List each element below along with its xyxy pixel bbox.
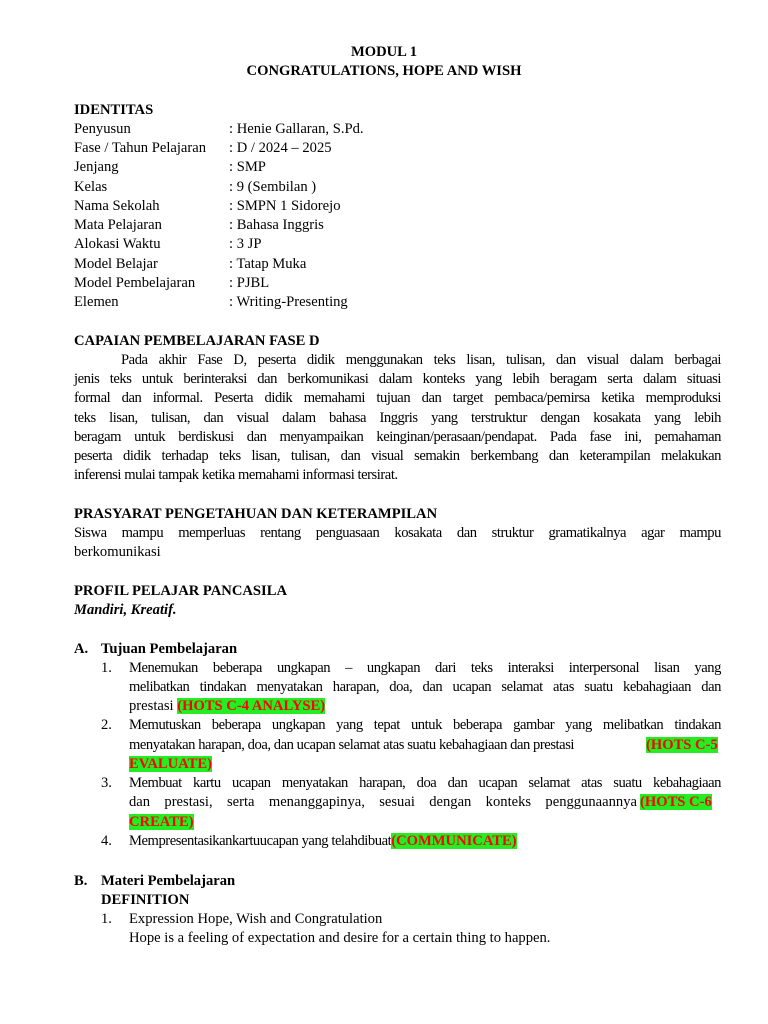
identitas-label: Jenjang xyxy=(74,159,119,175)
identitas-value: : Writing-Presenting xyxy=(229,294,348,310)
identitas-label: Model Pembelajaran xyxy=(74,275,196,291)
list-number: 4. xyxy=(101,833,112,849)
materi-heading: Materi Pembelajaran xyxy=(101,873,236,889)
tujuan-item-line: dan prestasi, serta menanggapinya, sesuai dengan konteks penggunaannya xyxy=(129,794,637,810)
tujuan-item-line: Membuat kartu ucapan menyatakan harapan, doa dan ucapan selamat atas suatu kebahagiaan xyxy=(129,775,721,791)
module-title: MODUL 1 xyxy=(350,44,418,60)
identitas-value: : D / 2024 – 2025 xyxy=(229,140,332,156)
tujuan-heading: Tujuan Pembelajaran xyxy=(101,641,238,657)
capaian-line: formal dan informal. Peserta didik memahami tujuan dan target pembaca/pemirsa ketika memproduksi xyxy=(74,390,721,406)
section-letter: B. xyxy=(74,873,88,889)
section-letter: A. xyxy=(74,641,89,657)
identitas-value: : 9 (Sembilan ) xyxy=(229,179,317,195)
hots-badge xyxy=(129,813,194,832)
module-subtitle: CONGRATULATIONS, HOPE AND WISH xyxy=(246,63,522,79)
capaian-heading: CAPAIAN PEMBELAJARAN FASE D xyxy=(74,333,320,349)
hots-badge-text: EVALUATE) xyxy=(129,756,212,772)
capaian-line: teks lisan, tulisan, dan visual dalam bahasa Inggris yang terstruktur dengan kosakata yang lebih xyxy=(74,410,721,426)
materi-subheading: DEFINITION xyxy=(101,892,190,908)
identitas-label: Model Belajar xyxy=(74,256,158,272)
identitas-value: : Bahasa Inggris xyxy=(229,217,324,233)
identitas-value: : SMP xyxy=(229,159,266,175)
capaian-line: peserta didik terhadap teks lisan, tulisan, dan visual semakin berkembang dan keterampilan melakukan xyxy=(74,448,721,464)
capaian-line: jenis teks untuk berinteraksi dan berkomunikasi dalam konteks yang lebih beragam serta dalam situasi xyxy=(74,371,721,387)
list-number: 3. xyxy=(101,775,112,791)
communicate-badge: (COMMUNICATE) xyxy=(391,833,517,849)
tujuan-item-line: Memutuskan beberapa ungkapan yang tepat untuk beberapa gambar yang melibatkan tindakan xyxy=(129,717,721,733)
prasyarat-line: Siswa mampu memperluas rentang penguasaan kosakata dan struktur gramatikalnya agar mampu xyxy=(74,525,721,541)
materi-item-text: Hope is a feeling of expectation and desire for a certain thing to happen. xyxy=(129,930,551,946)
hots-badge-text: (HOTS C-5 xyxy=(646,737,718,753)
identitas-label: Kelas xyxy=(74,179,108,195)
tujuan-item-text: prestasi xyxy=(129,698,178,714)
prasyarat-heading: PRASYARAT PENGETAHUAN DAN KETERAMPILAN xyxy=(74,506,438,522)
tujuan-item-line: Menemukan beberapa ungkapan – ungkapan dari teks interaksi interpersonal lisan yang xyxy=(129,660,721,676)
hots-badge xyxy=(640,793,712,812)
hots-badge-text: CREATE) xyxy=(129,814,194,830)
tujuan-item-line xyxy=(129,832,517,851)
identitas-label: Penyusun xyxy=(74,121,131,137)
identitas-label: Alokasi Waktu xyxy=(74,236,161,252)
tujuan-item-line: melibatkan tindakan menyatakan harapan, doa, dan ucapan selamat atas suatu kebahagiaan dan xyxy=(129,679,721,695)
identitas-value: : 3 JP xyxy=(229,236,262,252)
materi-item-title: Expression Hope, Wish and Congratulation xyxy=(129,911,383,927)
identitas-heading: IDENTITAS xyxy=(74,102,154,118)
tujuan-item-line: menyatakan harapan, doa, dan ucapan selamat atas suatu kebahagiaan dan prestasi xyxy=(129,737,575,753)
identitas-value: : Henie Gallaran, S.Pd. xyxy=(229,121,364,137)
identitas-label: Mata Pelajaran xyxy=(74,217,162,233)
identitas-label: Elemen xyxy=(74,294,119,310)
list-number: 2. xyxy=(101,717,112,733)
identitas-value: : Tatap Muka xyxy=(229,256,307,272)
tujuan-item-text: Mempresentasikankartuucapan yang telahdibuat xyxy=(129,833,392,849)
list-number: 1. xyxy=(101,660,112,676)
tujuan-item-line xyxy=(129,697,325,716)
identitas-label: Fase / Tahun Pelajaran xyxy=(74,140,207,156)
capaian-line: beragam untuk berdiskusi dan menyampaikan keinginan/perasaan/pendapat. Pada fase ini, pemahaman xyxy=(74,429,721,445)
identitas-label: Nama Sekolah xyxy=(74,198,160,214)
capaian-line: inferensi mulai tampak ketika memahami informasi tersirat. xyxy=(74,467,398,483)
identitas-value: : SMPN 1 Sidorejo xyxy=(229,198,341,214)
hots-badge: (HOTS C-4 ANALYSE) xyxy=(177,698,326,714)
capaian-line: Pada akhir Fase D, peserta didik menggunakan teks lisan, tulisan, dan visual dalam berbagai xyxy=(121,352,721,368)
hots-badge-text: (HOTS C-6 xyxy=(640,794,712,810)
hots-badge xyxy=(129,755,212,774)
hots-badge xyxy=(646,736,718,755)
profil-heading: PROFIL PELAJAR PANCASILA xyxy=(74,583,287,599)
identitas-value: : PJBL xyxy=(229,275,270,291)
profil-value: Mandiri, Kreatif. xyxy=(74,602,177,618)
list-number: 1. xyxy=(101,911,112,927)
prasyarat-line: berkomunikasi xyxy=(74,544,161,560)
